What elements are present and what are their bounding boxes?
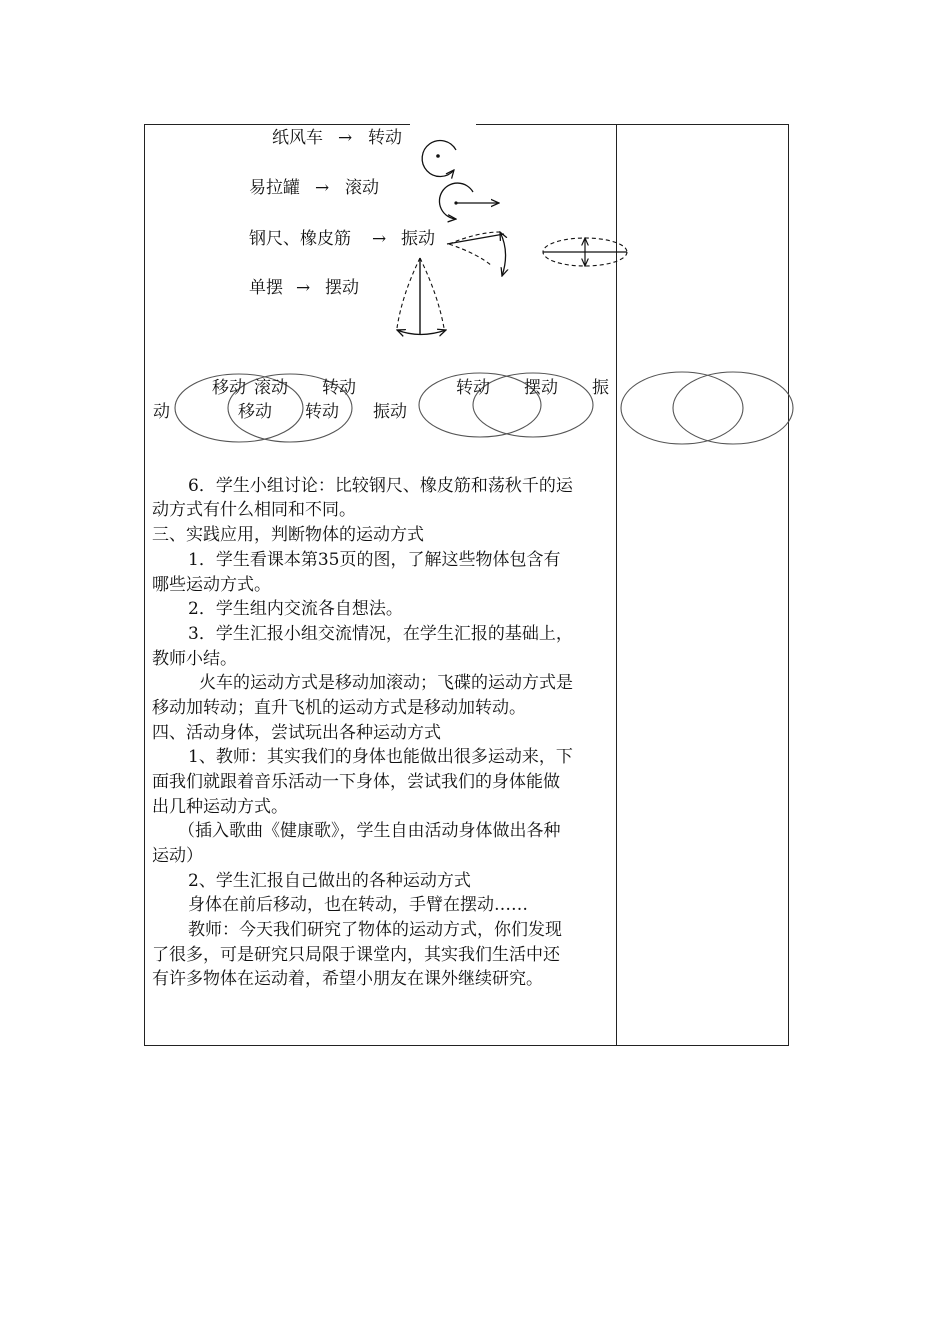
motion-label: 振动	[401, 229, 435, 249]
text-line: 2．学生组内交流各自想法。	[188, 599, 403, 619]
venn-mid-overlap-label: 摆动	[524, 378, 558, 398]
pendulum-icon	[397, 258, 446, 335]
arrow-glyph: →	[372, 229, 387, 249]
text-line: 1．学生看课本第35页的图，了解这些物体包含有	[188, 550, 561, 570]
wrapped-char: 动	[153, 402, 170, 422]
venn-left-b-label: 转动	[322, 378, 356, 398]
venn-left-overlap-label: 滚动	[254, 378, 288, 398]
venn-between-label: 振动	[373, 402, 407, 422]
venn-left-bottom-a: 移动	[238, 402, 272, 422]
venn-left-bottom-b: 转动	[305, 402, 339, 422]
band-vibration-icon	[543, 238, 627, 266]
ruler-vibration-icon	[447, 232, 506, 276]
object-label: 单摆	[249, 278, 283, 298]
object-label: 钢尺、橡皮筋	[249, 229, 351, 249]
text-line: 出几种运动方式。	[152, 797, 288, 817]
section-heading: 三、实践应用，判断物体的运动方式	[152, 525, 424, 545]
text-line: 2、学生汇报自己做出的各种运动方式	[188, 871, 471, 891]
text-line: 了很多，可是研究只局限于课堂内，其实我们生活中还	[152, 945, 560, 965]
text-line: 哪些运动方式。	[152, 575, 271, 595]
venn-diagram-right-empty	[621, 372, 793, 444]
text-line: 3．学生汇报小组交流情况，在学生汇报的基础上，	[188, 624, 573, 644]
section-heading: 四、活动身体，尝试玩出各种运动方式	[152, 723, 441, 743]
venn-mid-b-label: 振	[592, 378, 609, 398]
arrow-glyph: →	[338, 128, 353, 148]
text-line: 1、教师：其实我们的身体也能做出很多运动来，下	[188, 747, 573, 767]
motion-label: 转动	[368, 128, 402, 148]
motion-label: 摆动	[325, 278, 359, 298]
arrow-glyph: →	[296, 278, 311, 298]
text-line: 面我们就跟着音乐活动一下身体，尝试我们的身体能做	[152, 772, 560, 792]
rotation-icon	[422, 141, 456, 177]
text-line: 身体在前后移动，也在转动，手臂在摆动……	[188, 895, 528, 915]
text-line: 有许多物体在运动着，希望小朋友在课外继续研究。	[152, 969, 543, 989]
text-line: 教师：今天我们研究了物体的运动方式，你们发现	[188, 920, 562, 940]
text-line: 动方式有什么相同和不同。	[152, 500, 356, 520]
text-line: 教师小结。	[152, 649, 237, 669]
object-label: 易拉罐	[249, 178, 300, 198]
text-line: （插入歌曲《健康歌》，学生自由活动身体做出各种	[178, 821, 561, 841]
venn-diagram-middle	[419, 373, 593, 437]
text-line: 6．学生小组讨论：比较钢尺、橡皮筋和荡秋千的运	[188, 476, 573, 496]
rolling-icon	[439, 183, 499, 219]
text-line: 运动）	[152, 846, 203, 866]
venn-mid-a-label: 转动	[456, 378, 490, 398]
object-label: 纸风车	[272, 128, 323, 148]
text-line: 火车的运动方式是移动加滚动；飞碟的运动方式是	[199, 673, 573, 693]
text-line: 移动加转动；直升飞机的运动方式是移动加转动。	[152, 698, 526, 718]
venn-left-a-label: 移动	[212, 378, 246, 398]
motion-label: 滚动	[345, 178, 379, 198]
arrow-glyph: →	[315, 178, 330, 198]
